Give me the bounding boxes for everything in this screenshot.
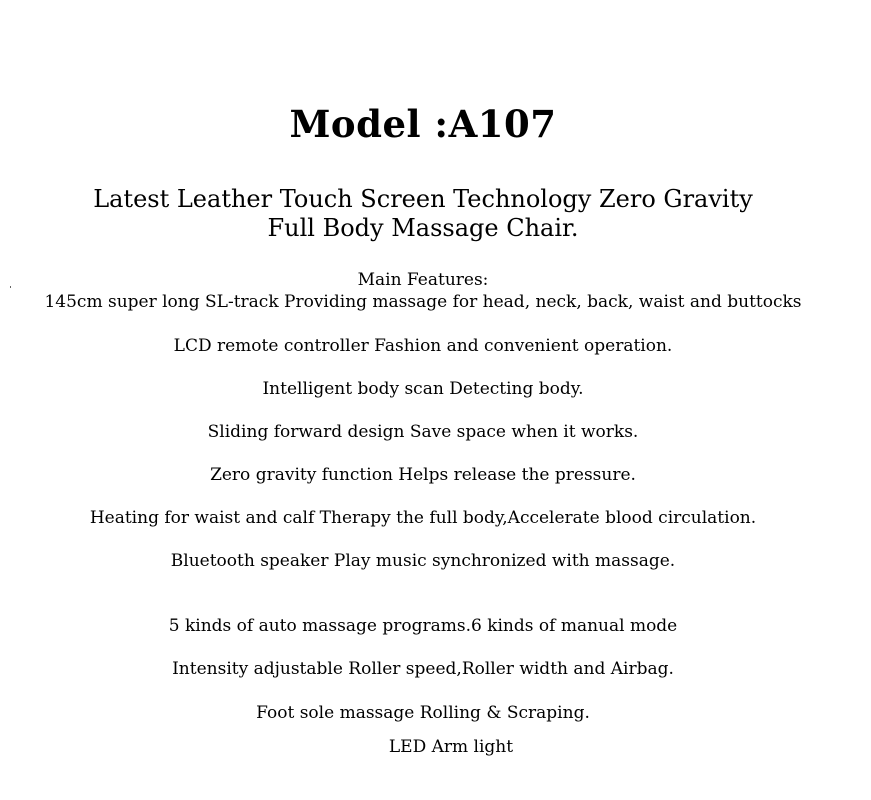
- feature-bluetooth: Bluetooth speaker Play music synchronized with massage.: [170, 551, 676, 571]
- feature-foot-sole: Foot sole massage Rolling & Scraping.: [256, 703, 590, 723]
- feature-led-arm-light: LED Arm light: [388, 737, 514, 757]
- feature-sl-track: 145cm super long SL-track Providing massage for head, neck, back, waist and buttocks: [44, 292, 802, 312]
- feature-programs: 5 kinds of auto massage programs.6 kinds of manual mode: [168, 616, 678, 636]
- feature-body-scan: Intelligent body scan Detecting body.: [262, 379, 584, 399]
- feature-lcd-remote: LCD remote controller Fashion and convenient operation.: [173, 336, 673, 356]
- headline-line-2: Full Body Massage Chair.: [267, 214, 579, 242]
- feature-heating: Heating for waist and calf Therapy the full body,Accelerate blood circulation.: [89, 508, 757, 528]
- feature-zero-gravity: Zero gravity function Helps release the pressure.: [210, 465, 636, 485]
- features-label: Main Features:: [357, 270, 489, 290]
- feature-sliding-design: Sliding forward design Save space when it works.: [207, 422, 639, 442]
- page-title: Model :A107: [289, 102, 557, 146]
- headline-line-1: Latest Leather Touch Screen Technology Zero Gravity: [93, 185, 753, 213]
- feature-intensity: Intensity adjustable Roller speed,Roller width and Airbag.: [172, 659, 674, 679]
